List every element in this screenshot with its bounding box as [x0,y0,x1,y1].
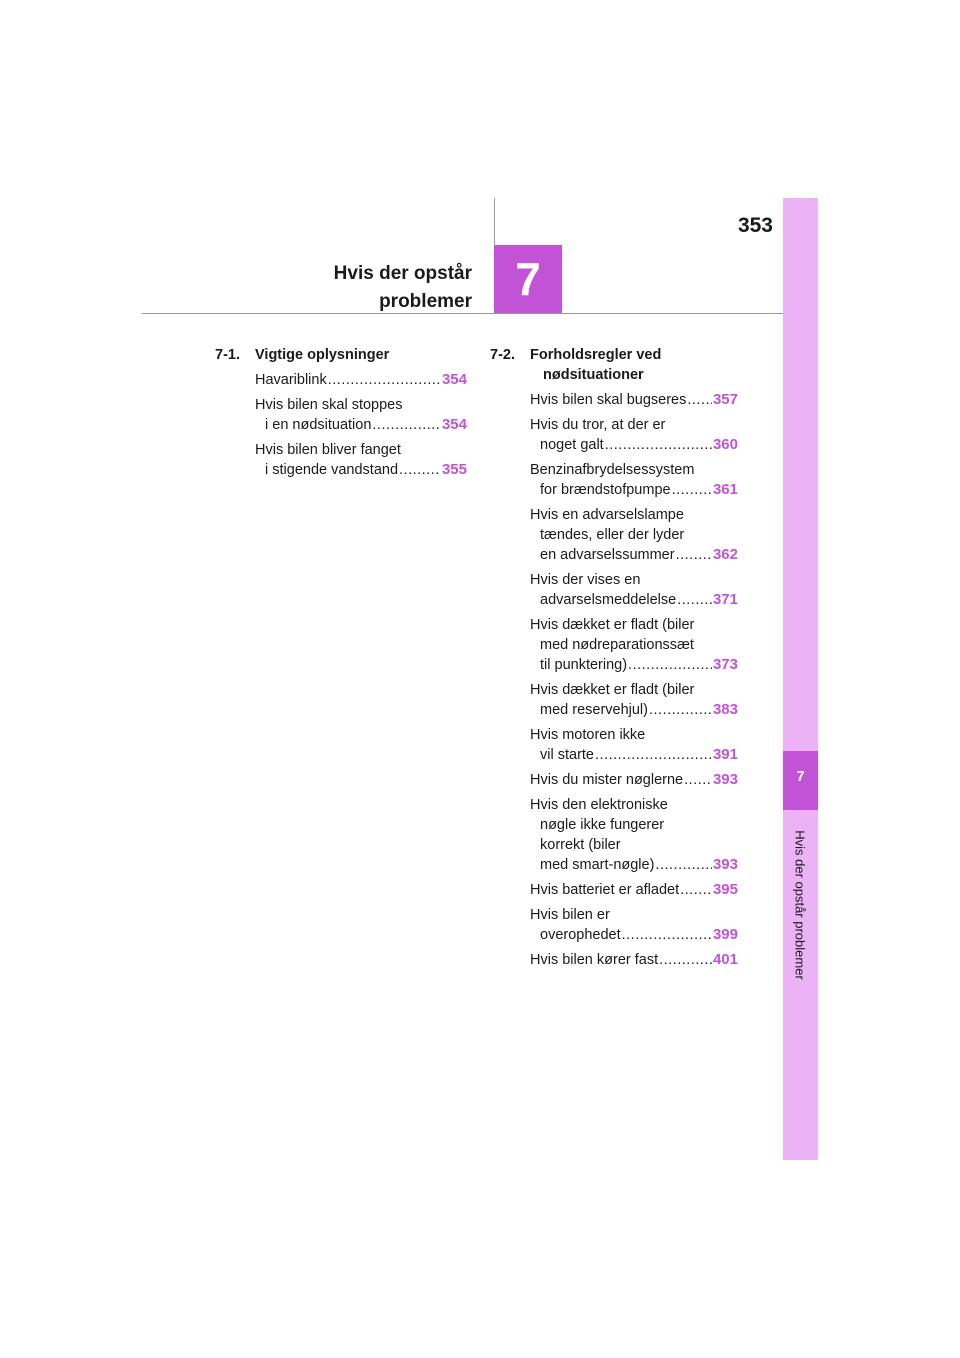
toc-entry-lastline [530,545,738,565]
dot-leader [399,460,441,480]
dot-leader [655,855,712,875]
dot-leader [628,655,712,675]
toc-entry[interactable] [530,770,738,790]
toc-page-link[interactable]: 357 [712,391,738,408]
dot-leader [684,770,712,790]
toc-entry-line: Hvis dækket er fladt (biler [530,617,695,633]
dot-leader [677,590,712,610]
toc-entry-line: nøgle ikke fungerer [540,817,665,833]
section-title [530,345,738,385]
toc-entry-lastline [255,415,467,435]
toc-entry-text: med reservehjul) [540,702,648,718]
toc-entry-line: Hvis du tror, at der er [530,417,666,433]
chapter-sidebar [783,198,818,1160]
section-heading [215,345,467,365]
toc-entry-text: noget galt [540,437,604,453]
toc-entry[interactable] [530,505,738,565]
dot-leader [659,950,712,970]
toc-entry-line: Hvis dækket er fladt (biler [530,682,695,698]
toc-entry-lastline [530,950,738,970]
toc-page-link[interactable]: 399 [712,926,738,943]
toc-entry-text: vil starte [540,747,594,763]
toc-entry[interactable] [530,905,738,945]
toc-page-link[interactable]: 360 [712,436,738,453]
toc-section-7-1 [215,345,467,480]
sidebar-chapter-label: Hvis der opstår problemer [792,830,808,980]
toc-entry-line: med nødreparationssæt [540,637,694,653]
toc-page-link[interactable]: 373 [712,656,738,673]
toc-entry-text: overophedet [540,927,621,943]
toc-entry-lastline [530,390,738,410]
dot-leader [605,435,712,455]
toc-page-link[interactable]: 371 [712,591,738,608]
toc-page-link[interactable]: 395 [712,881,738,898]
toc-entries [215,370,467,480]
header-vertical-rule [494,198,495,245]
toc-entry-lastline [530,700,738,720]
toc-entry-line: Benzinafbrydelsessystem [530,462,695,478]
toc-entry[interactable] [530,880,738,900]
dot-leader [595,745,712,765]
toc-entry-lastline [530,770,738,790]
toc-entry-line: tændes, eller der lyder [540,527,685,543]
toc-entry-lastline [530,745,738,765]
toc-entry-lastline [530,855,738,875]
toc-entry-line: Hvis bilen bliver fanget [255,442,401,458]
toc-entry-line: Hvis der vises en [530,572,641,588]
section-number: 7-2. [490,347,515,363]
toc-page-link[interactable]: 354 [441,416,467,433]
toc-entry-line: korrekt (biler [540,837,621,853]
toc-entry[interactable] [530,615,738,675]
dot-leader [372,415,441,435]
toc-entry-text: Hvis bilen skal bugseres [530,392,687,408]
toc-entry[interactable] [530,460,738,500]
toc-entry[interactable] [530,570,738,610]
toc-entry-text: Hvis du mister nøglerne [530,772,684,788]
toc-page-link[interactable]: 354 [441,371,467,388]
toc-entry-lastline [530,655,738,675]
section-heading [490,345,738,385]
toc-entry[interactable] [530,725,738,765]
toc-entry-lastline [530,925,738,945]
toc-page-link[interactable]: 361 [712,481,738,498]
section-title-line2: nødsituationer [543,367,644,383]
dot-leader [622,925,712,945]
toc-entry-line: Hvis bilen er [530,907,610,923]
toc-entry-text: Havariblink [255,372,327,388]
chapter-title-line2: problemer [379,291,472,312]
sidebar-tab-number: 7 [796,768,805,785]
toc-entry-lastline [530,480,738,500]
toc-entry-lastline [530,435,738,455]
page-number: 353 [737,214,773,237]
toc-section-7-2 [490,345,738,970]
toc-page-link[interactable]: 391 [712,746,738,763]
toc-entry-text: for brændstofpumpe [540,482,671,498]
toc-entry-text: en advarselssummer [540,547,675,563]
dot-leader [680,880,712,900]
toc-entry-line: Hvis bilen skal stoppes [255,397,403,413]
dot-leader [676,545,712,565]
toc-entry-text: i stigende vandstand [265,462,399,478]
toc-page-link[interactable]: 393 [712,771,738,788]
toc-entry[interactable] [530,950,738,970]
chapter-title-line1: Hvis der opstår [333,263,472,284]
toc-entry[interactable] [255,370,467,390]
toc-entry-lastline [255,460,467,480]
toc-entry-line: Hvis en advarselslampe [530,507,684,523]
toc-page-link[interactable]: 355 [441,461,467,478]
toc-entry-text: Hvis batteriet er afladet [530,882,680,898]
toc-entry-line: Hvis motoren ikke [530,727,646,743]
toc-entry-text: Hvis bilen kører fast [530,952,659,968]
toc-entry-line: Hvis den elektroniske [530,797,668,813]
dot-leader [328,370,441,390]
toc-entry-lastline [255,370,467,390]
toc-entries [490,390,738,970]
toc-entry[interactable] [255,395,467,435]
toc-entry[interactable] [255,440,467,480]
toc-entry[interactable] [530,390,738,410]
toc-entry-lastline [530,880,738,900]
toc-entry[interactable] [530,680,738,720]
toc-entry[interactable] [530,795,738,875]
dot-leader [649,700,712,720]
toc-entry-text: med smart-nøgle) [540,857,655,873]
toc-page-link[interactable]: 383 [712,701,738,718]
section-title: Vigtige oplysninger [255,347,390,363]
toc-page-link[interactable]: 401 [712,951,738,968]
toc-entry-lastline [530,590,738,610]
toc-entry[interactable] [530,415,738,455]
chapter-number-box: 7 [494,245,562,313]
chapter-title [334,260,472,316]
section-title-line1: Forholdsregler ved [530,347,662,363]
toc-entry-text: til punktering) [540,657,628,673]
dot-leader [687,390,712,410]
toc-entry-text: i en nødsituation [265,417,372,433]
dot-leader [672,480,712,500]
toc-page-link[interactable]: 362 [712,546,738,563]
section-number: 7-1. [215,347,240,363]
toc-page-link[interactable]: 393 [712,856,738,873]
toc-entry-text: advarselsmeddelelse [540,592,677,608]
